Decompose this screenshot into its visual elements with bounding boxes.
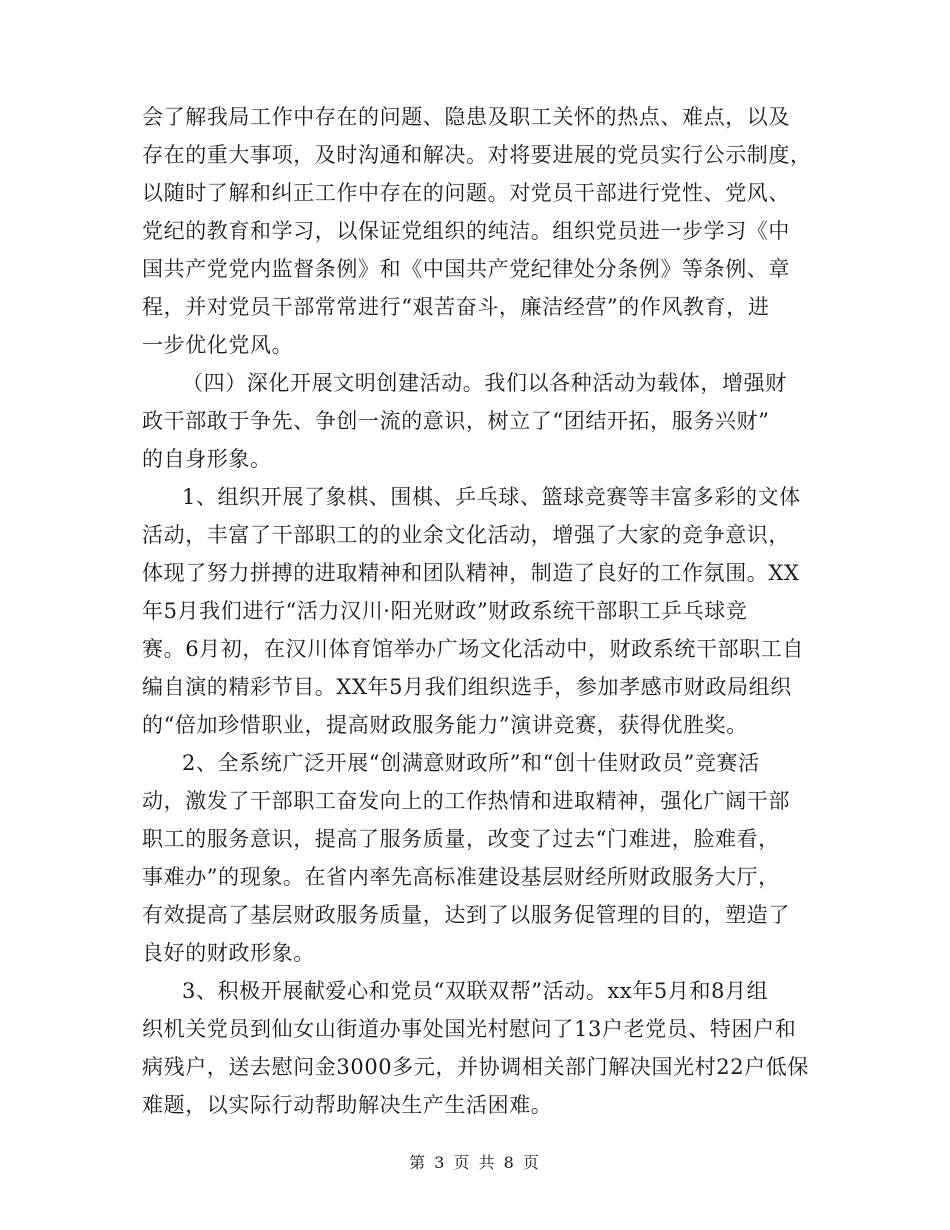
- text-line: 以随时了解和纠正工作中存在的问题。对党员干部进行党性、党风、: [142, 181, 790, 205]
- page-footer: 第 3 页 共 8 页: [409, 1153, 541, 1172]
- text-line: 编自演的精彩节目。XX年5月我们组织选手，参加孝感市财政局组织: [142, 675, 792, 699]
- text-line: 会了解我局工作中存在的问题、隐患及职工关怀的热点、难点，以及: [142, 105, 790, 129]
- text-line: 良好的财政形象。: [142, 941, 315, 965]
- text-line: 政干部敢于争先、争创一流的意识，树立了“团结开拓，服务兴财”: [142, 409, 770, 433]
- text-line: 有效提高了基层财政服务质量，达到了以服务促管理的目的，塑造了: [142, 903, 790, 927]
- paragraph-start-line: 1、组织开展了象棋、围棋、乒乓球、篮球竞赛等丰富多彩的文体: [182, 485, 801, 509]
- text-line: 事难办”的现象。在省内率先高标准建设基层财经所财政服务大厅，: [142, 865, 780, 889]
- text-line: 年5月我们进行“活力汉川·阳光财政”财政系统干部职工乒乓球竞: [142, 599, 748, 623]
- text-line: 织机关党员到仙女山街道办事处国光村慰问了13户老党员、特困户和: [142, 1017, 797, 1041]
- text-line: 体现了努力拼搏的进取精神和团队精神，制造了良好的工作氛围。XX: [142, 561, 800, 585]
- paragraph-start-line: 3、积极开展献爱心和党员“双联双帮”活动。xx年5月和8月组: [182, 979, 769, 1003]
- text-line: 一步优化党风。: [142, 333, 294, 357]
- text-line: 的“倍加珍惜职业，提高财政服务能力”演讲竞赛，获得优胜奖。: [142, 713, 748, 737]
- text-line: 活动，丰富了干部职工的的业余文化活动，增强了大家的竞争意识，: [142, 523, 790, 547]
- paragraph-start-line: 2、全系统广泛开展“创满意财政所”和“创十佳财政员”竞赛活: [182, 751, 760, 775]
- text-line: 程，并对党员干部常常进行“艰苦奋斗，廉洁经营”的作风教育，进: [142, 295, 770, 319]
- text-line: 难题，以实际行动帮助解决生产生活困难。: [142, 1093, 553, 1117]
- text-line: 病残户，送去慰问金3000多元，并协调相关部门解决国光村22户低保: [142, 1055, 809, 1079]
- section-heading-line: （四）深化开展文明创建活动。我们以各种活动为载体，增强财: [182, 371, 787, 395]
- text-line: 的自身形象。: [142, 447, 272, 471]
- text-line: 存在的重大事项，及时沟通和解决。对将要进展的党员实行公示制度，: [142, 143, 812, 167]
- text-line: 动，激发了干部职工奋发向上的工作热情和进取精神，强化广阔干部: [142, 789, 790, 813]
- document-body: [142, 98, 814, 1124]
- text-line: 赛。6月初，在汉川体育馆举办广场文化活动中，财政系统干部职工自: [142, 637, 804, 661]
- text-line: 党纪的教育和学习，以保证党组织的纯洁。组织党员进一步学习《中: [142, 219, 790, 243]
- text-line: 职工的服务意识，提高了服务质量，改变了过去“门难进，脸难看，: [142, 827, 780, 851]
- text-line: 国共产党党内监督条例》和《中国共产党纪律处分条例》等条例、章: [142, 257, 790, 281]
